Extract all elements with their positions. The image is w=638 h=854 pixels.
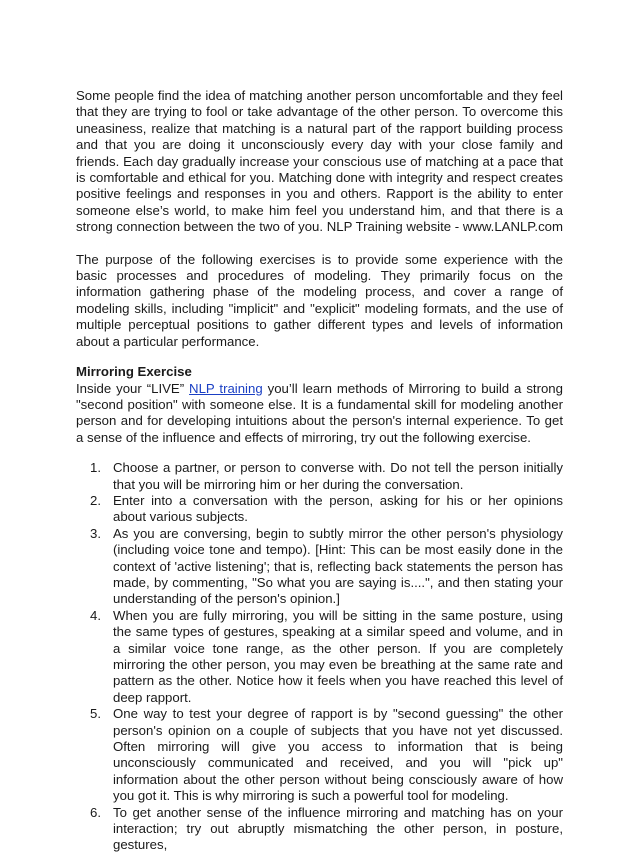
- list-item-number: 2.: [90, 492, 101, 508]
- section-text-before-link: Inside your “LIVE”: [76, 380, 190, 396]
- list-item: [76, 706, 563, 804]
- list-item-text: When you are fully mirroring, you will be sitting in the same posture, using the same types of gestures, speaking at a similar speed and volume, and in a similar voice tone range, as the other person. If you are completely mirroring the other person, you may even be breathing at the same rate and pattern as the other. Notice how it feels when you have reached this level of deep rapport.: [113, 607, 563, 705]
- list-item-number: 5.: [90, 706, 101, 722]
- list-item: [76, 526, 563, 608]
- list-item: [76, 805, 563, 854]
- document-page: [76, 88, 563, 854]
- section-intro-paragraph: [76, 381, 563, 447]
- list-item: [76, 493, 563, 526]
- list-item-number: 4.: [90, 607, 101, 623]
- nlp-training-link[interactable]: NLP training: [189, 380, 263, 396]
- intro-paragraph-2: The purpose of the following exercises is to provide some experience with the basic processes and procedures of modeling. They primarily focus on the information gathering phase of the modeling process, and cover a range of modeling skills, including "implicit" and "explicit" modeling formats, and the use of multiple perceptual positions to gather different types and levels of information about a particular performance.: [76, 251, 563, 349]
- exercise-steps-list: [76, 460, 563, 854]
- list-item-number: 3.: [90, 525, 101, 541]
- list-item-number: 6.: [90, 804, 101, 820]
- list-item-text: Choose a partner, or person to converse with. Do not tell the person initially that you will be mirroring him or her during the conversation.: [113, 460, 563, 492]
- intro-paragraph-1: Some people find the idea of matching another person uncomfortable and they feel that they are trying to fool or take advantage of the other person. To overcome this uneasiness, realize that matching is a natural part of the rapport building process and that you are doing it unconsciously every day with your close family and friends. Each day gradually increase your conscious use of matching at a pace that is comfortable and ethical for you. Matching done with integrity and respect creates positive feelings and responses in you and others. Rapport is the ability to enter someone else’s world, to make him feel you understand him, and that there is a strong connection between the two of you. NLP Training website - www.LANLP.com: [76, 88, 563, 235]
- list-item-text: To get another sense of the influence mirroring and matching has on your interaction; try out abruptly mismatching the other person, in posture, gestures,: [113, 804, 563, 853]
- section-text-after-link: you’ll learn methods of Mirroring to build a strong "second position" with someone else. It is a fundamental skill for modeling another person and for developing intuitions about the person's internal experience. To get a sense of the influence and effects of mirroring, try out the following exercise.: [76, 380, 563, 445]
- list-item-number: 1.: [90, 460, 101, 476]
- section-heading: Mirroring Exercise: [76, 364, 192, 380]
- list-item: [76, 608, 563, 706]
- list-item: [76, 460, 563, 493]
- list-item-text: Enter into a conversation with the person, asking for his or her opinions about various subjects.: [113, 492, 563, 525]
- list-item-text: One way to test your degree of rapport is by "second guessing" the other person's opinion on a couple of subjects that you have not yet discussed. Often mirroring will give you access to information that is being unconsciously communicated and received, and you will "pick up" information about the other person without being consciously aware of how you got it. This is why mirroring is such a powerful tool for modeling.: [113, 706, 563, 804]
- list-item-text: As you are conversing, begin to subtly mirror the other person's physiology (including voice tone and tempo). [Hint: This can be most easily done in the context of 'active listening'; that is, reflecting back statements the person has made, by commenting, "So what you are saying is....", and then stating your understanding of the person's opinion.]: [113, 525, 563, 607]
